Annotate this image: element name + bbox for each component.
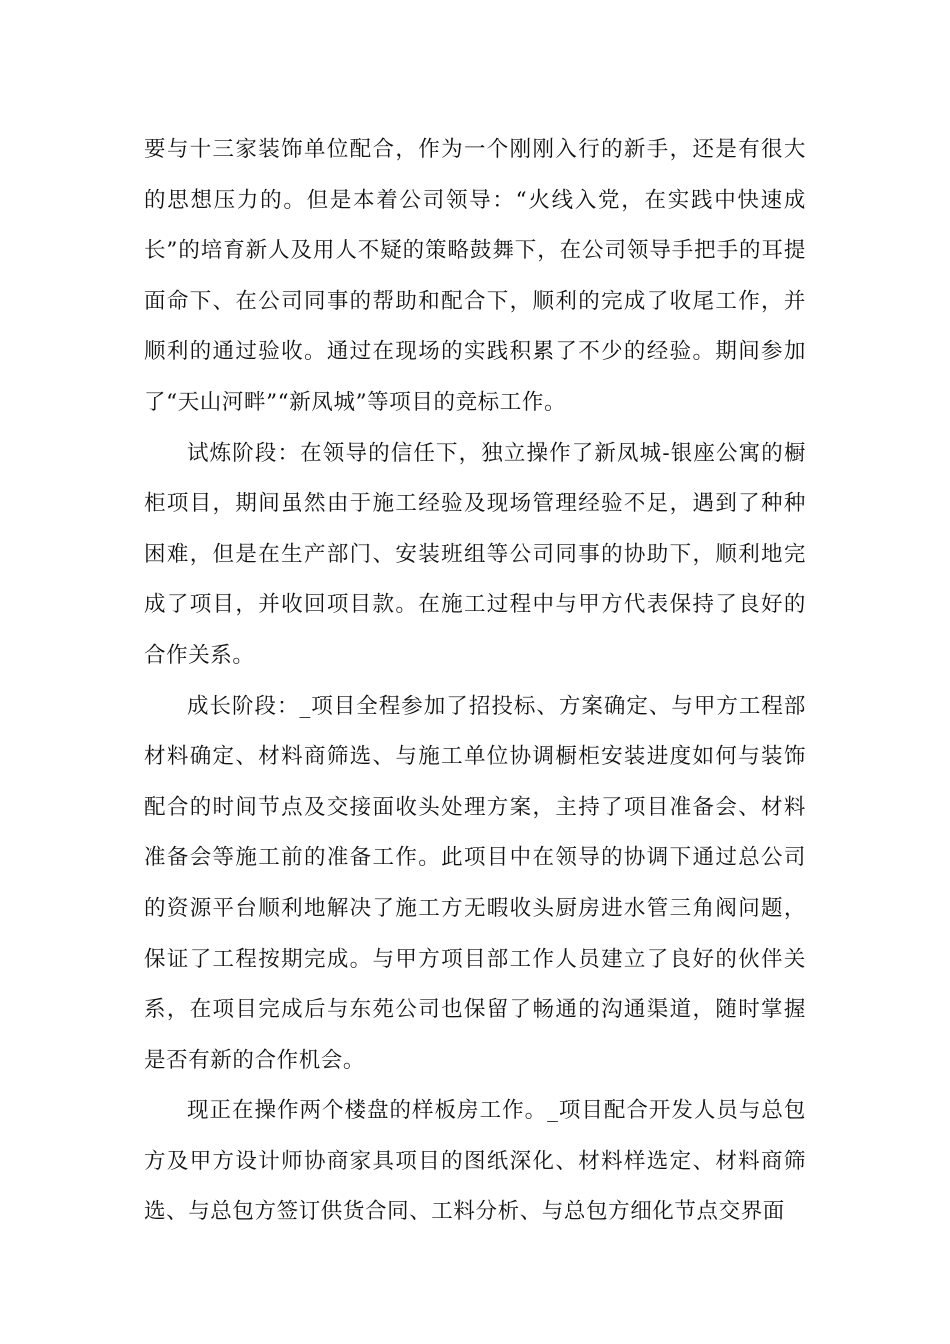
paragraph-current-work: 现正在操作两个楼盘的样板房工作。_项目配合开发人员与总包方及甲方设计师协商家具项目的图纸深化、材料样选定、材料商筛选、与总包方签订供货合同、工料分析、与总包方细化节点交界面 — [144, 1098, 806, 1225]
document-body — [144, 125, 806, 1238]
paragraph-continuation: 要与十三家装饰单位配合，作为一个刚刚入行的新手，还是有很大的思想压力的。但是本着公司领导：“火线入党，在实践中快速成长”的培育新人及用人不疑的策略鼓舞下，在公司领导手把手的耳提面命下、在公司同事的帮助和配合下，顺利的完成了收尾工作，并顺利的通过验收。通过在现场的实践积累了不少的经验。期间参加了“天山河畔”“新凤城”等项目的竞标工作。 — [144, 137, 806, 415]
paragraph-growth-stage: 成长阶段：_项目全程参加了招投标、方案确定、与甲方工程部材料确定、材料商筛选、与施工单位协调橱柜安装进度如何与装饰配合的时间节点及交接面收头处理方案，主持了项目准备会、材料准备会等施工前的准备工作。此项目中在领导的协调下通过总公司的资源平台顺利地解决了施工方无暇收头厨房进水管三角阀问题，保证了工程按期完成。与甲方项目部工作人员建立了良好的伙伴关系，在项目完成后与东苑公司也保留了畅通的沟通渠道，随时掌握是否有新的合作机会。 — [144, 693, 806, 1073]
paragraph-trial-stage: 试炼阶段：在领导的信任下，独立操作了新凤城-银座公寓的橱柜项目，期间虽然由于施工经验及现场管理经验不足，遇到了种种困难，但是在生产部门、安装班组等公司同事的协助下，顺利地完成了项目，并收回项目款。在施工过程中与甲方代表保持了良好的合作关系。 — [144, 440, 806, 668]
